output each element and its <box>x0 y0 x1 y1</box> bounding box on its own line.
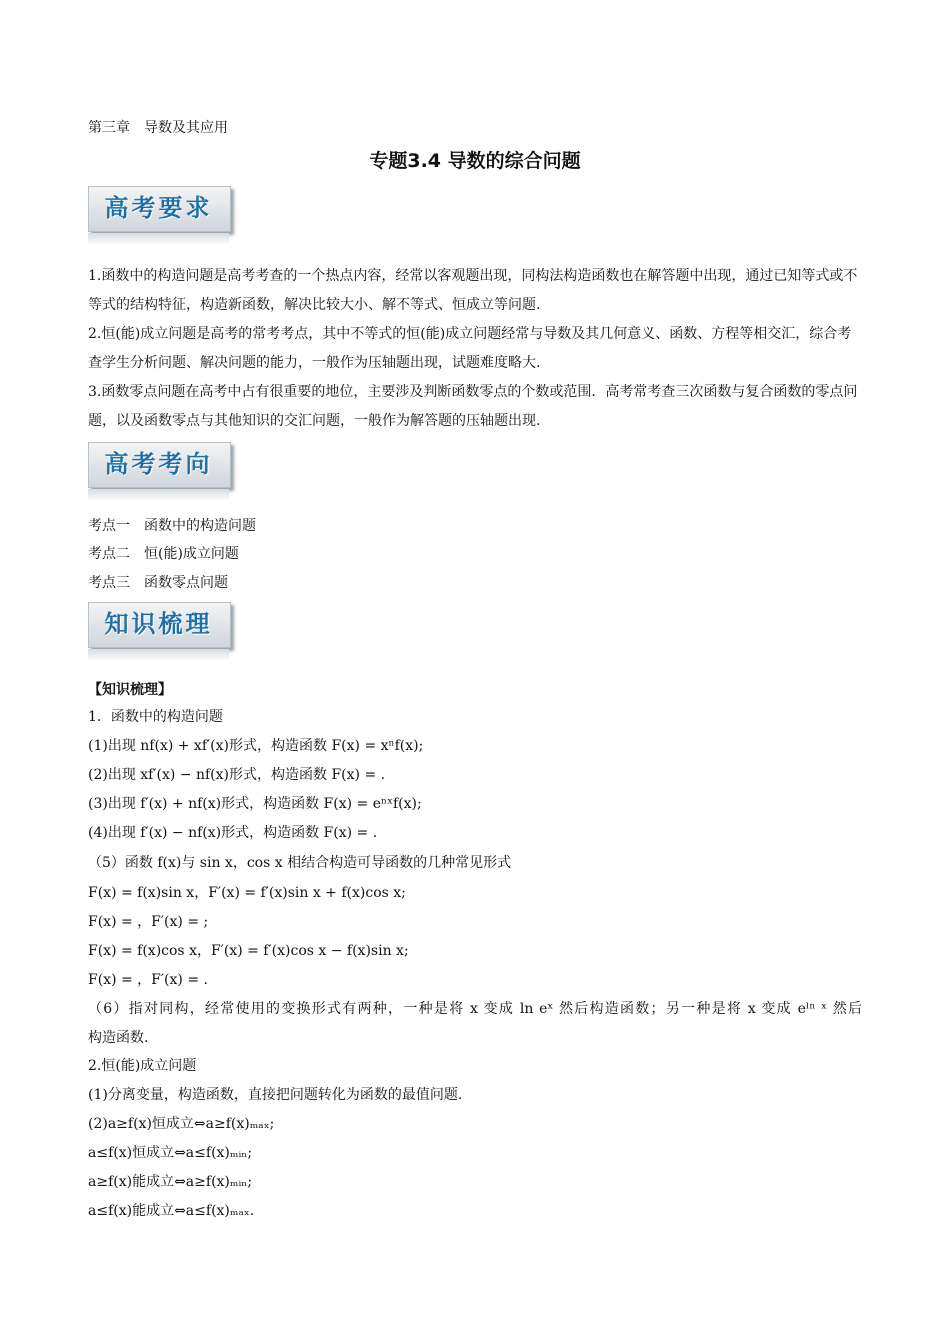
trig-formula-2: F(x) = ，F′(x) = ; <box>88 914 209 930</box>
trig-formula-1: F(x) = f(x)sin x，F′(x) = f′(x)sin x + f(x)cos x; <box>88 885 406 901</box>
exam-point-3: 考点三 函数零点问题 <box>88 575 228 591</box>
construct-rule-2: (2)出现 xf′(x) − nf(x)形式，构造函数 F(x) = . <box>88 767 386 783</box>
section-2-title: 2.恒(能)成立问题 <box>88 1058 197 1074</box>
exam-point-1: 考点一 函数中的构造问题 <box>88 518 256 534</box>
construct-rule-1: (1)出现 nf(x) + xf′(x)形式，构造函数 F(x) = xⁿf(x); <box>88 738 424 754</box>
banner-directions <box>88 442 233 492</box>
exam-point-2: 考点二 恒(能)成立问题 <box>88 546 239 562</box>
construct-rule-3: (3)出现 f′(x) + nf(x)形式，构造函数 F(x) = eⁿˣf(x); <box>88 796 422 812</box>
chapter-label: 第三章 导数及其应用 <box>88 120 228 136</box>
trig-formula-4: F(x) = ，F′(x) = . <box>88 972 208 988</box>
construct-rule-6: （6）指对同构，经常使用的变换形式有两种，一种是将 x 变成 ln eˣ 然后构造函数；另一种是将 x 变成 eˡⁿ ˣ 然后 <box>88 1001 862 1017</box>
condition-rule-1: (1)分离变量，构造函数，直接把问题转化为函数的最值问题. <box>88 1087 463 1103</box>
requirement-item-1: 1.函数中的构造问题是高考考查的一个热点内容，经常以客观题出现，同构法构造函数也在解答题中出现，通过已知等式或不等式的结构特征，构造新函数，解决比较大小、解不等式、恒成立等问题. <box>88 268 858 313</box>
banner-knowledge <box>88 602 233 652</box>
requirement-item-3: 3.函数零点问题在高考中占有很重要的地位，主要涉及判断函数零点的个数或范围．高考常考查三次函数与复合函数的零点问题，以及函数零点与其他知识的交汇问题，一般作为解答题的压轴题出现. <box>88 384 858 429</box>
condition-rule-2: (2)a≥f(x)恒成立⇔a≥f(x)ₘₐₓ; <box>88 1116 275 1132</box>
banner-knowledge-label: 知识梳理 <box>104 609 213 638</box>
knowledge-heading: 【知识梳理】 <box>88 682 172 698</box>
banner-requirements-label: 高考要求 <box>104 193 213 222</box>
trig-formula-3: F(x) = f(x)cos x，F′(x) = f′(x)cos x − f(x)sin x; <box>88 943 409 959</box>
requirement-item-2: 2.恒(能)成立问题是高考的常考考点，其中不等式的恒(能)成立问题经常与导数及其几何意义、函数、方程等相交汇，综合考查学生分析问题、解决问题的能力，一般作为压轴题出现，试题难度略大. <box>88 326 852 371</box>
section-1-title: 1．函数中的构造问题 <box>88 709 223 725</box>
construct-rule-6-cont: 构造函数. <box>88 1030 149 1046</box>
page-title: 专题3.4 导数的综合问题 <box>369 150 581 172</box>
construct-rule-4: (4)出现 f′(x) − nf(x)形式，构造函数 F(x) = . <box>88 825 378 841</box>
banner-directions-label: 高考考向 <box>104 449 213 478</box>
condition-rule-4: a≥f(x)能成立⇔a≥f(x)ₘᵢₙ; <box>88 1174 253 1190</box>
banner-requirements <box>88 186 233 236</box>
construct-rule-5: （5）函数 f(x)与 sin x，cos x 相结合构造可导函数的几种常见形式 <box>88 855 512 871</box>
condition-rule-3: a≤f(x)恒成立⇔a≤f(x)ₘᵢₙ; <box>88 1145 253 1161</box>
condition-rule-5: a≤f(x)能成立⇔a≤f(x)ₘₐₓ. <box>88 1203 255 1219</box>
